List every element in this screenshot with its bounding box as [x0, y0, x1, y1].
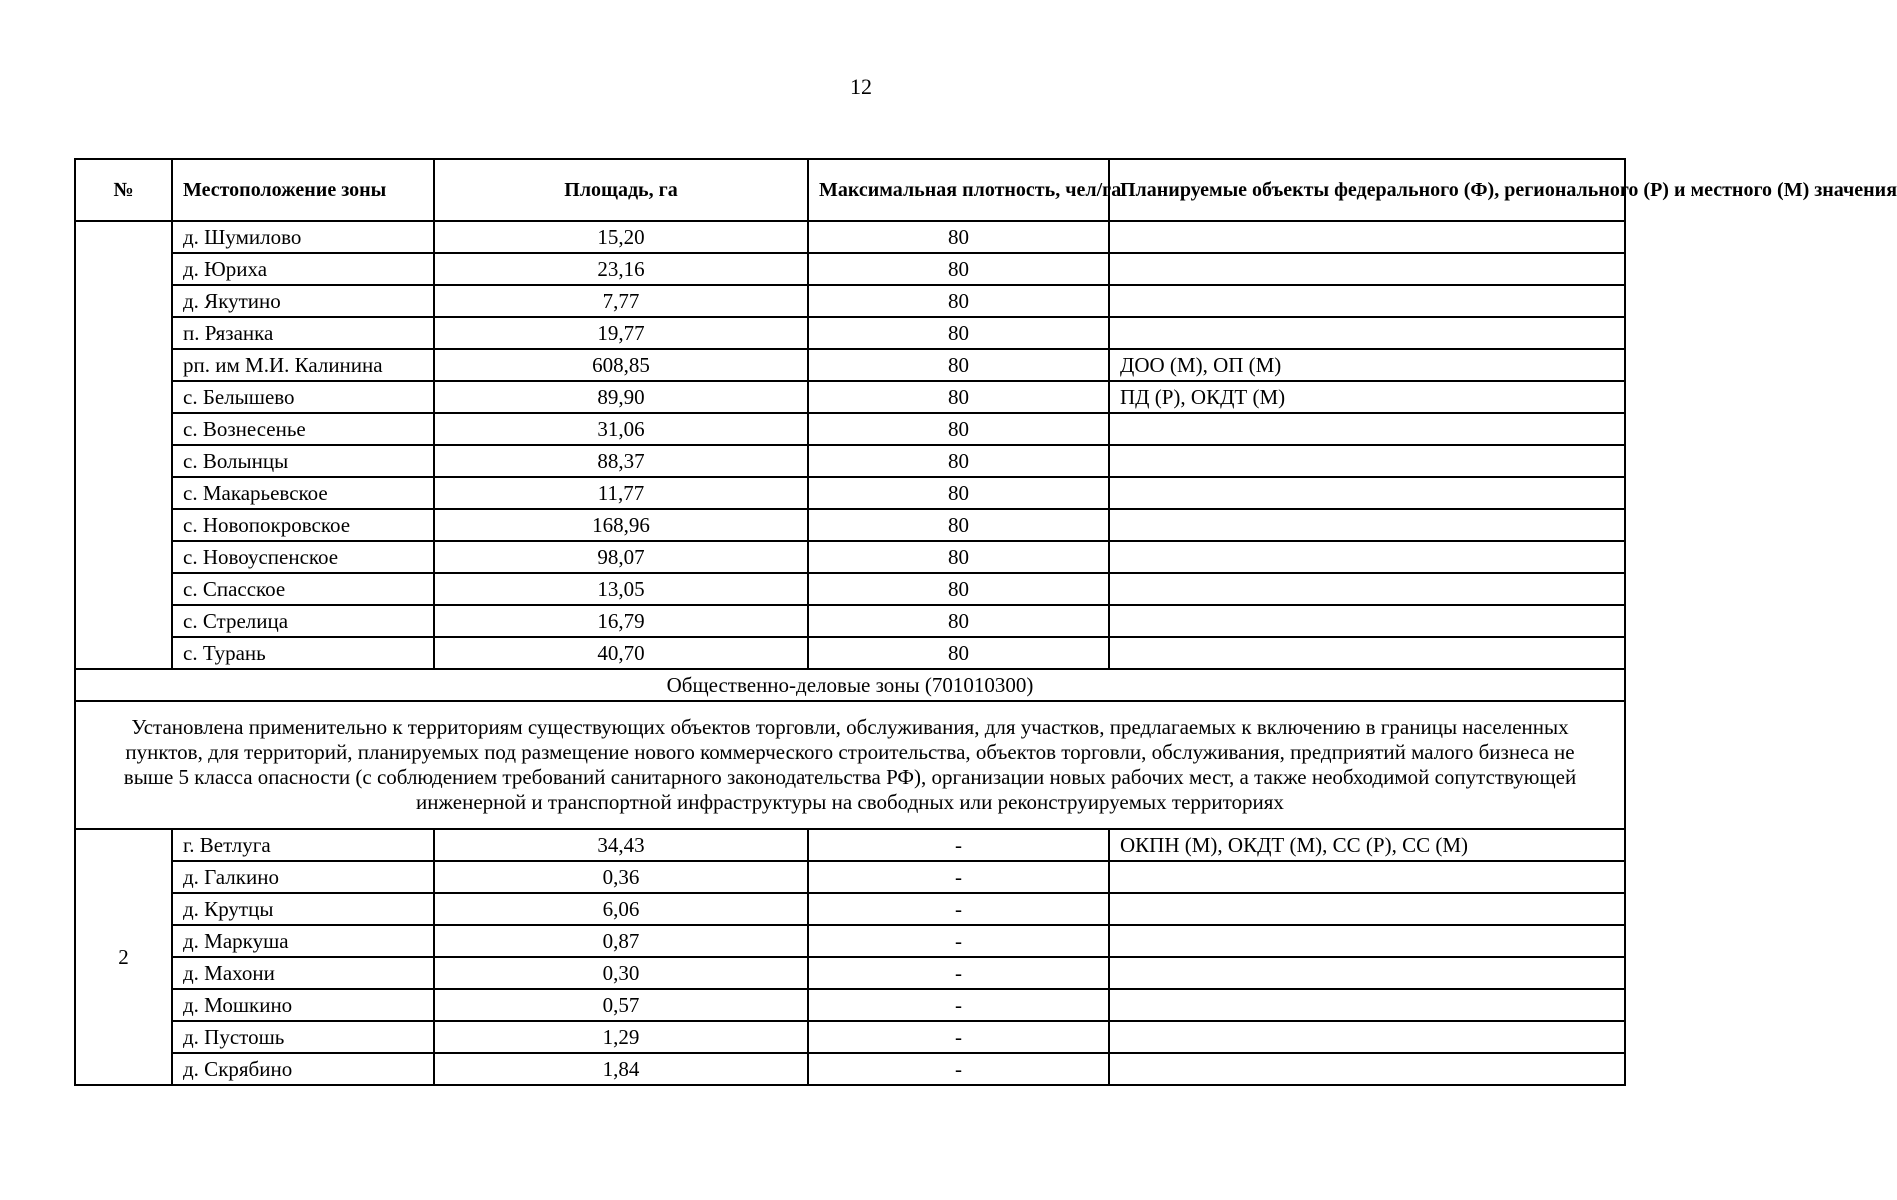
- planned-objects-cell: [1109, 253, 1625, 285]
- table-row: [75, 573, 1625, 605]
- planned-objects-cell: [1109, 413, 1625, 445]
- table-header-row: [75, 159, 1625, 221]
- density-cell: -: [808, 1021, 1109, 1053]
- table-row: [75, 253, 1625, 285]
- table-row: [75, 957, 1625, 989]
- area-cell: 608,85: [434, 349, 808, 381]
- density-cell: 80: [808, 541, 1109, 573]
- header-location: Местоположение зоны: [172, 159, 434, 221]
- area-cell: 1,29: [434, 1021, 808, 1053]
- density-cell: 80: [808, 349, 1109, 381]
- location-cell: д. Маркуша: [172, 925, 434, 957]
- density-cell: 80: [808, 253, 1109, 285]
- table-row: [75, 221, 1625, 253]
- table-row: [75, 829, 1625, 861]
- density-cell: -: [808, 989, 1109, 1021]
- table-row: [75, 477, 1625, 509]
- density-cell: -: [808, 893, 1109, 925]
- area-cell: 0,57: [434, 989, 808, 1021]
- planned-objects-cell: [1109, 285, 1625, 317]
- area-cell: 98,07: [434, 541, 808, 573]
- table-row: [75, 317, 1625, 349]
- area-cell: 6,06: [434, 893, 808, 925]
- location-cell: д. Мошкино: [172, 989, 434, 1021]
- density-cell: -: [808, 925, 1109, 957]
- location-cell: с. Белышево: [172, 381, 434, 413]
- section-description-row: [75, 701, 1625, 829]
- area-cell: 16,79: [434, 605, 808, 637]
- location-cell: д. Галкино: [172, 861, 434, 893]
- header-num: №: [75, 159, 172, 221]
- planned-objects-cell: [1109, 541, 1625, 573]
- planned-objects-cell: [1109, 861, 1625, 893]
- planned-objects-cell: ОКПН (М), ОКДТ (М), СС (Р), СС (М): [1109, 829, 1625, 861]
- table-row: [75, 893, 1625, 925]
- planned-objects-cell: [1109, 605, 1625, 637]
- density-cell: 80: [808, 477, 1109, 509]
- header-planned: Планируемые объекты федерального (Ф), регионального (Р) и местного (М) значения: [1109, 159, 1625, 221]
- table-row: [75, 509, 1625, 541]
- table-row: [75, 1021, 1625, 1053]
- location-cell: с. Стрелица: [172, 605, 434, 637]
- area-cell: 168,96: [434, 509, 808, 541]
- planned-objects-cell: [1109, 573, 1625, 605]
- location-cell: д. Пустошь: [172, 1021, 434, 1053]
- area-cell: 0,87: [434, 925, 808, 957]
- table-row: [75, 989, 1625, 1021]
- area-cell: 0,30: [434, 957, 808, 989]
- location-cell: д. Юриха: [172, 253, 434, 285]
- planned-objects-cell: [1109, 509, 1625, 541]
- location-cell: с. Вознесенье: [172, 413, 434, 445]
- location-cell: с. Макарьевское: [172, 477, 434, 509]
- table-row: [75, 381, 1625, 413]
- header-area: Площадь, га: [434, 159, 808, 221]
- section-description: Установлена применительно к территориям существующих объектов торговли, обслуживания, для участков, предлагаемых к включению в границы населенных пунктов, для территорий, планируемых под размещение нового коммерческого строительства, объектов торговли, обслуживания, предприятий малого бизнеса не выше 5 класса опасности (с соблюдением требований санитарного законодательства РФ), организации новых рабочих мест, а также необходимой сопутствующей инженерной и транспортной инфраструктуры на свободных или реконструируемых территориях: [75, 701, 1625, 829]
- density-cell: -: [808, 1053, 1109, 1085]
- planned-objects-cell: [1109, 317, 1625, 349]
- table-row: [75, 637, 1625, 669]
- group2-body: [75, 829, 1625, 1085]
- area-cell: 13,05: [434, 573, 808, 605]
- planned-objects-cell: [1109, 989, 1625, 1021]
- location-cell: с. Спасское: [172, 573, 434, 605]
- table-row: [75, 925, 1625, 957]
- planned-objects-cell: [1109, 957, 1625, 989]
- area-cell: 88,37: [434, 445, 808, 477]
- table-row: [75, 541, 1625, 573]
- table-row: [75, 445, 1625, 477]
- table-row: [75, 413, 1625, 445]
- table-row: [75, 285, 1625, 317]
- location-cell: с. Волынцы: [172, 445, 434, 477]
- zones-table: [74, 158, 1897, 1086]
- area-cell: 19,77: [434, 317, 808, 349]
- area-cell: 15,20: [434, 221, 808, 253]
- table-row: [75, 861, 1625, 893]
- area-cell: 1,84: [434, 1053, 808, 1085]
- header-density: Максимальная плотность, чел/га: [808, 159, 1109, 221]
- density-cell: 80: [808, 637, 1109, 669]
- location-cell: с. Новоуспенское: [172, 541, 434, 573]
- section-title: Общественно-деловые зоны (701010300): [75, 669, 1625, 701]
- planned-objects-cell: [1109, 925, 1625, 957]
- density-cell: 80: [808, 509, 1109, 541]
- area-cell: 11,77: [434, 477, 808, 509]
- area-cell: 89,90: [434, 381, 808, 413]
- density-cell: 80: [808, 413, 1109, 445]
- planned-objects-cell: ДОО (М), ОП (М): [1109, 349, 1625, 381]
- density-cell: 80: [808, 317, 1109, 349]
- area-cell: 0,36: [434, 861, 808, 893]
- density-cell: 80: [808, 285, 1109, 317]
- planned-objects-cell: [1109, 893, 1625, 925]
- area-cell: 34,43: [434, 829, 808, 861]
- location-cell: г. Ветлуга: [172, 829, 434, 861]
- location-cell: д. Якутино: [172, 285, 434, 317]
- density-cell: -: [808, 957, 1109, 989]
- area-cell: 40,70: [434, 637, 808, 669]
- density-cell: -: [808, 861, 1109, 893]
- location-cell: д. Скрябино: [172, 1053, 434, 1085]
- location-cell: с. Турань: [172, 637, 434, 669]
- planned-objects-cell: ПД (Р), ОКДТ (М): [1109, 381, 1625, 413]
- section-body: [75, 669, 1625, 829]
- density-cell: 80: [808, 573, 1109, 605]
- density-cell: 80: [808, 381, 1109, 413]
- section-title-row: [75, 669, 1625, 701]
- page-number: 12: [850, 74, 872, 99]
- density-cell: -: [808, 829, 1109, 861]
- area-cell: 23,16: [434, 253, 808, 285]
- location-cell: рп. им М.И. Калинина: [172, 349, 434, 381]
- density-cell: 80: [808, 221, 1109, 253]
- table-row: [75, 1053, 1625, 1085]
- area-cell: 31,06: [434, 413, 808, 445]
- location-cell: д. Крутцы: [172, 893, 434, 925]
- group1-body: [75, 221, 1625, 669]
- density-cell: 80: [808, 445, 1109, 477]
- location-cell: д. Махони: [172, 957, 434, 989]
- location-cell: с. Новопокровское: [172, 509, 434, 541]
- row-number: 2: [75, 829, 172, 1085]
- density-cell: 80: [808, 605, 1109, 637]
- table-row: [75, 605, 1625, 637]
- planned-objects-cell: [1109, 1053, 1625, 1085]
- planned-objects-cell: [1109, 477, 1625, 509]
- planned-objects-cell: [1109, 221, 1625, 253]
- row-number: [75, 221, 172, 669]
- planned-objects-cell: [1109, 1021, 1625, 1053]
- location-cell: п. Рязанка: [172, 317, 434, 349]
- planned-objects-cell: [1109, 637, 1625, 669]
- table-row: [75, 349, 1625, 381]
- area-cell: 7,77: [434, 285, 808, 317]
- location-cell: д. Шумилово: [172, 221, 434, 253]
- planned-objects-cell: [1109, 445, 1625, 477]
